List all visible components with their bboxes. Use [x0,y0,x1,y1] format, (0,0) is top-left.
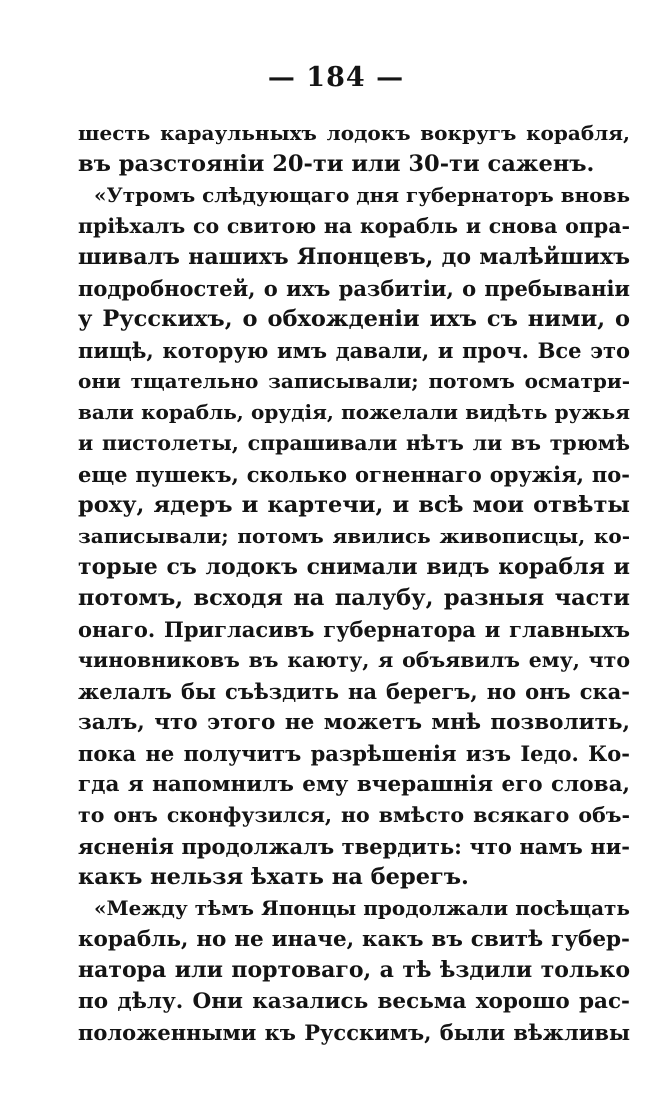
text-line: торые съ лодокъ снимали видъ корабля и [78,554,630,580]
text-line: пріѣхалъ со свитою на корабль и снова опра- [78,214,630,238]
text-line: гда я напомнилъ ему вчерашнія его слова, [78,772,630,797]
text-line: какъ нельзя ѣхать на берегъ. [78,864,469,890]
text-line: шесть караульныхъ лодокъ вокругъ корабля, [78,121,630,145]
text-line: «Между тѣмъ Японцы продолжали посѣщать [94,896,630,920]
text-line: вали корабль, орудія, пожелали видѣть ружья [78,400,630,424]
text-line: записывали; потомъ явились живописцы, ко- [78,524,630,548]
text-line: ясненія продолжалъ твердить: что намъ ни- [78,834,630,859]
text-line: они тщательно записывали; потомъ осматри- [78,369,630,393]
text-line: корабль, но не иначе, какъ въ свитѣ губер- [78,927,630,952]
text-line: еще пушекъ, сколько огненнаго оружія, по- [78,462,630,487]
text-line: онаго. Пригласивъ губернатора и главныхъ [78,617,630,642]
text-line: пищѣ, которую имъ давали, и проч. Все это [78,338,630,363]
text-line: чиновниковъ въ каюту, я объявилъ ему, что [78,648,630,672]
text-line: желалъ бы съѣздить на берегъ, но онъ ска- [78,679,630,704]
text-line: пока не получитъ разрѣшенія изъ Іедо. Ко- [78,741,630,766]
text-line: залъ, что этого не можетъ мнѣ позволить, [78,710,630,735]
page-number: — 184 — [267,62,405,93]
text-line: потомъ, всходя на палубу, разныя части [78,585,630,611]
text-line: роху, ядеръ и картечи, и всѣ мои отвѣты [78,492,630,518]
text-line: и пистолеты, спрашивали нѣтъ ли въ трюмѣ [78,431,630,455]
text-body [78,118,630,1048]
text-line: «Утромъ слѣдующаго дня губернаторъ вновь [94,183,631,207]
text-line: въ разстояніи 20-ти или 30-ти саженъ. [78,151,595,177]
text-line: у Русскихъ, о обхожденіи ихъ съ ними, о [78,306,630,332]
text-line: то онъ сконфузился, но вмѣсто всякаго объ- [78,803,630,827]
text-line: по дѣлу. Они казались весьма хорошо рас- [78,989,630,1014]
text-line: подробностей, о ихъ разбитіи, о пребываніи [78,276,630,301]
text-line: положенными къ Русскимъ, были вѣжливы [78,1020,630,1045]
text-line: шивалъ нашихъ Японцевъ, до малѣйшихъ [78,244,630,270]
text-line: натора или портоваго, а тѣ ѣздили только [78,957,630,983]
